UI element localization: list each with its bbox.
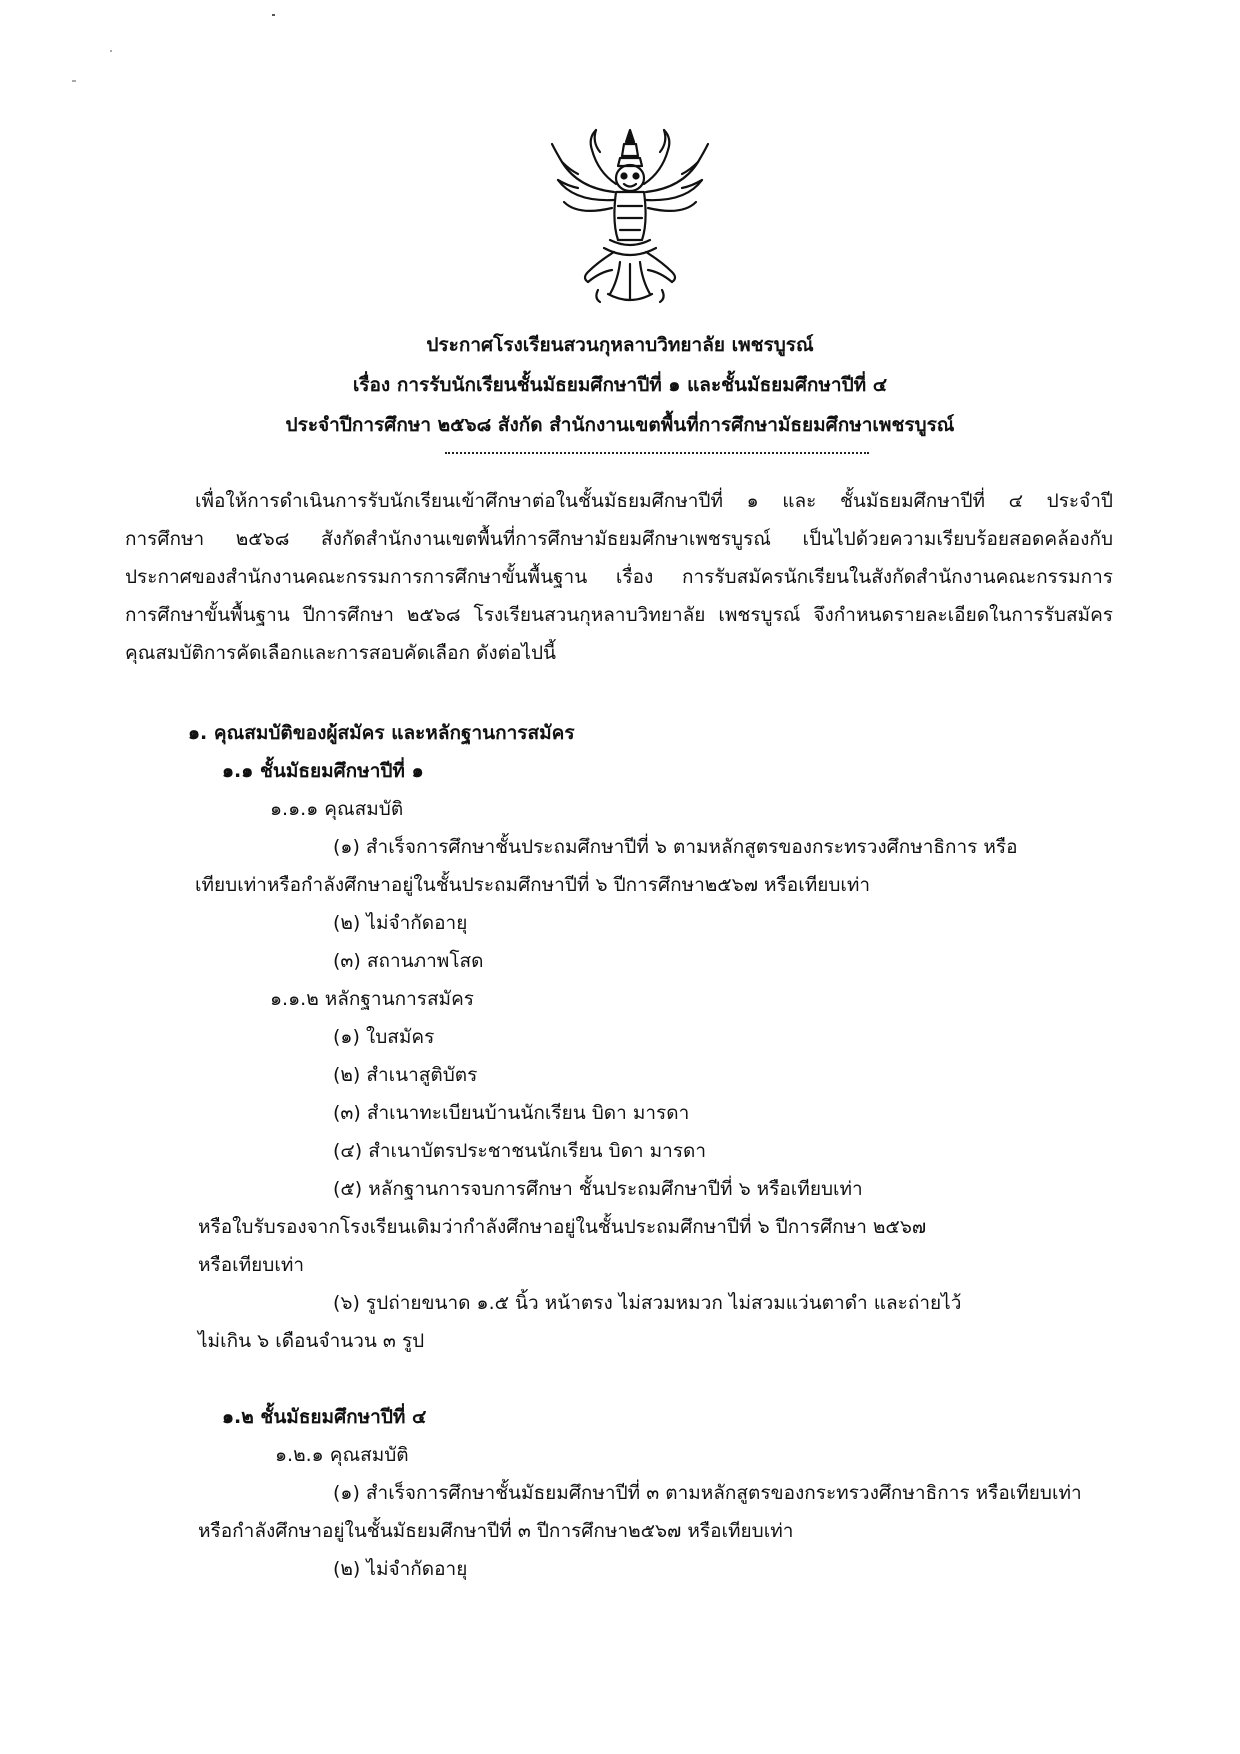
intro-line: เพื่อให้การดำเนินการรับนักเรียนเข้าศึกษาต่อในชั้นมัธยมศึกษาปีที่ ๑ และ ชั้นมัธยมศึกษาปีที่ ๔ ประจำปี xyxy=(195,490,1113,512)
list-item: (๒) สำเนาสูติบัตร xyxy=(333,1064,478,1086)
list-item: หรือกำลังศึกษาอยู่ในชั้นมัธยมศึกษาปีที่ ๓ ปีการศึกษา๒๕๖๗ หรือเทียบเท่า xyxy=(198,1520,794,1542)
intro-line: คุณสมบัติการคัดเลือกและการสอบคัดเลือก ดังต่อไปนี้ xyxy=(125,642,556,664)
scan-speck xyxy=(72,80,76,82)
list-item: (๑) สำเร็จการศึกษาชั้นมัธยมศึกษาปีที่ ๓ ตามหลักสูตรของกระทรวงศึกษาธิการ หรือเทียบเท่า xyxy=(333,1482,1082,1504)
list-item: (๔) สำเนาบัตรประชาชนนักเรียน บิดา มารดา xyxy=(333,1140,707,1162)
announcement-year-line: ประจำปีการศึกษา ๒๕๖๘ สังกัด สำนักงานเขตพื้นที่การศึกษามัธยมศึกษาเพชรบูรณ์ xyxy=(285,414,955,436)
item-heading: ๑.๒.๑ คุณสมบัติ xyxy=(275,1444,409,1466)
scan-speck xyxy=(110,50,112,52)
list-item: (๕) หลักฐานการจบการศึกษา ชั้นประถมศึกษาปีที่ ๖ หรือเทียบเท่า xyxy=(333,1178,863,1200)
list-item: ไม่เกิน ๖ เดือนจำนวน ๓ รูป xyxy=(198,1330,425,1352)
scan-speck xyxy=(272,14,275,16)
section-heading: ๑. คุณสมบัติของผู้สมัคร และหลักฐานการสมัคร xyxy=(188,722,575,744)
list-item: หรือใบรับรองจากโรงเรียนเดิมว่ากำลังศึกษาอยู่ในชั้นประถมศึกษาปีที่ ๖ ปีการศึกษา ๒๕๖๗ xyxy=(198,1216,927,1238)
list-item: (๓) สำเนาทะเบียนบ้านนักเรียน บิดา มารดา xyxy=(333,1102,690,1124)
list-item: (๒) ไม่จำกัดอายุ xyxy=(333,912,468,934)
garuda-emblem-icon xyxy=(548,122,712,307)
announcement-subject: เรื่อง การรับนักเรียนชั้นมัธยมศึกษาปีที่ ๑ และชั้นมัธยมศึกษาปีที่ ๔ xyxy=(352,374,888,396)
item-heading: ๑.๑.๒ หลักฐานการสมัคร xyxy=(270,988,474,1010)
list-item: เทียบเท่าหรือกำลังศึกษาอยู่ในชั้นประถมศึกษาปีที่ ๖ ปีการศึกษา๒๕๖๗ หรือเทียบเท่า xyxy=(195,874,871,896)
subsection-heading: ๑.๑ ชั้นมัธยมศึกษาปีที่ ๑ xyxy=(222,760,424,782)
dotted-separator xyxy=(445,452,869,454)
list-item: (๑) สำเร็จการศึกษาชั้นประถมศึกษาปีที่ ๖ ตามหลักสูตรของกระทรวงศึกษาธิการ หรือ xyxy=(333,836,1018,858)
list-item: (๖) รูปถ่ายขนาด ๑.๕ นิ้ว หน้าตรง ไม่สวมหมวก ไม่สวมแว่นตาดำ และถ่ายไว้ xyxy=(333,1292,962,1314)
list-item: (๑) ใบสมัคร xyxy=(333,1026,435,1048)
list-item: (๓) สถานภาพโสด xyxy=(333,950,484,972)
list-item: (๒) ไม่จำกัดอายุ xyxy=(333,1558,468,1580)
subsection-heading: ๑.๒ ชั้นมัธยมศึกษาปีที่ ๔ xyxy=(222,1406,427,1428)
intro-line: การศึกษา ๒๕๖๘ สังกัดสำนักงานเขตพื้นที่การศึกษามัธยมศึกษาเพชรบูรณ์ เป็นไปด้วยความเรียบร้อยสอดคล้องกับ xyxy=(125,528,1113,550)
announcement-title: ประกาศโรงเรียนสวนกุหลาบวิทยาลัย เพชรบูรณ์ xyxy=(426,334,814,356)
intro-line: การศึกษาขั้นพื้นฐาน ปีการศึกษา ๒๕๖๘ โรงเรียนสวนกุหลาบวิทยาลัย เพชรบูรณ์ จึงกำหนดรายละเอียดในการรับสมัคร xyxy=(125,604,1113,626)
intro-line: ประกาศของสำนักงานคณะกรรมการการศึกษาขั้นพื้นฐาน เรื่อง การรับสมัครนักเรียนในสังกัดสำนักงานคณะกรรมการ xyxy=(125,566,1113,588)
item-heading: ๑.๑.๑ คุณสมบัติ xyxy=(270,798,404,820)
list-item: หรือเทียบเท่า xyxy=(198,1254,305,1276)
